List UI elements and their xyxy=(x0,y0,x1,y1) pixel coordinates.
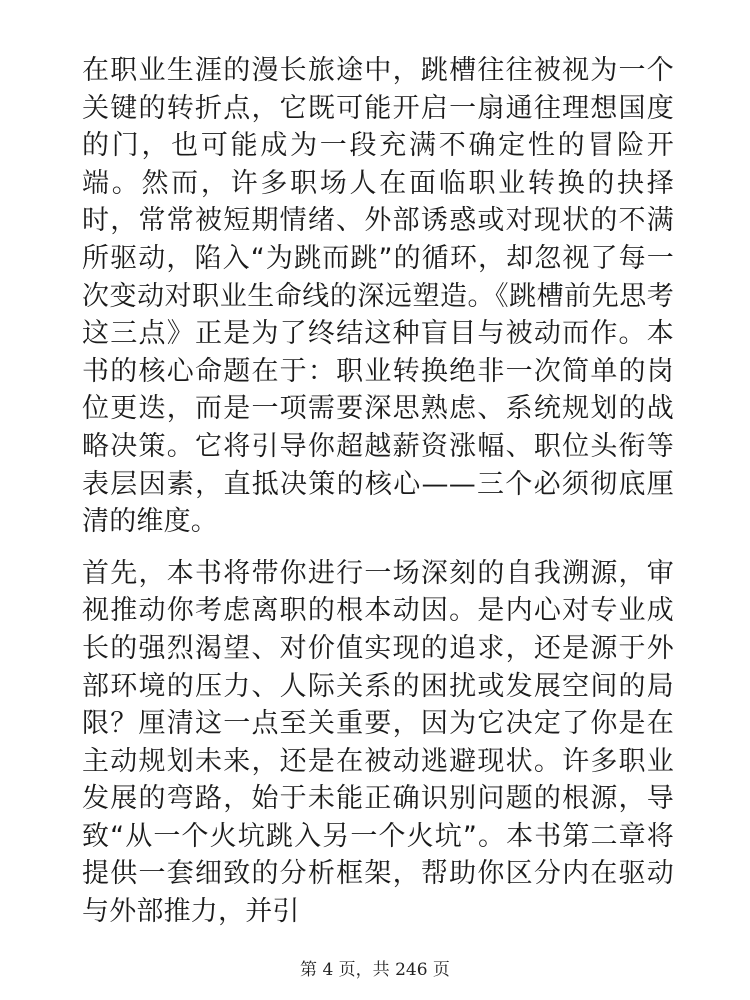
page-number-footer: 第 4 页，共 246 页 xyxy=(300,960,450,980)
paragraph-first-point: 首先，本书将带你进行一场深刻的自我溯源，审视推动你考虑离职的根本动因。是内心对专业成长的强烈渴望、对价值实现的追求，还是源于外部环境的压力、人际关系的困扰或发展空间的局限？厘清这一点至关重要，因为它决定了你是在主动规划未来，还是在被动逃避现状。许多职业发展的弯路，始于未能正确识别问题的根源，导致“从一个火坑跳入另一个火坑”。本书第二章将提供一套细致的分析框架，帮助你区分内在驱动与外部推力，并引 xyxy=(82,557,674,928)
paragraph-intro: 在职业生涯的漫长旅途中，跳槽往往被视为一个关键的转折点，它既可能开启一扇通往理想国度的门，也可能成为一段充满不确定性的冒险开端。然而，许多职场人在面临职业转换的抉择时，常常被短期情绪、外部诱惑或对现状的不满所驱动，陷入“为跳而跳”的循环，却忽视了每一次变动对职业生命线的深远塑造。《跳槽前先思考这三点》正是为了终结这种盲目与被动而作。本书的核心命题在于：职业转换绝非一次简单的岗位更迭，而是一项需要深思熟虑、系统规划的战略决策。它将引导你超越薪资涨幅、职位头衔等表层因素，直抵决策的核心——三个必须彻底厘清的维度。 xyxy=(82,55,674,538)
document-body xyxy=(82,52,674,931)
